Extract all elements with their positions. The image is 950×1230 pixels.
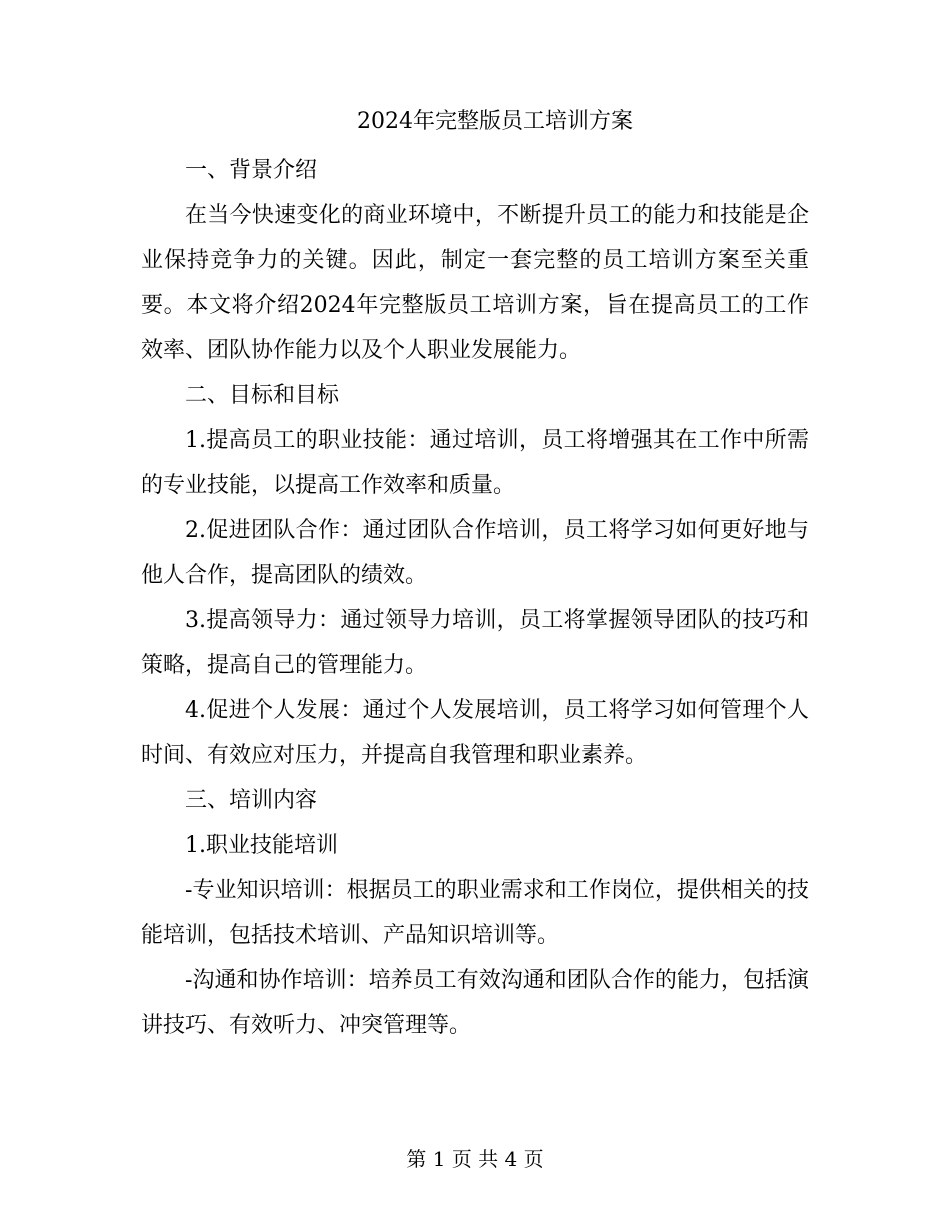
section-heading-goals: 二、目标和目标 [185, 383, 340, 408]
goal-item-3: 3.提高领导力：通过领导力培训，员工将掌握领导团队的技巧和策略，提高自己的管理能力。 [141, 608, 809, 678]
goal-item-2: 2.促进团队合作：通过团队合作培训，员工将学习如何更好地与他人合作，提高团队的绩效。 [141, 518, 809, 588]
content-item-communication: -沟通和协作培训：培养员工有效沟通和团队合作的能力，包括演讲技巧、有效听力、冲突管理等。 [141, 968, 809, 1038]
goal-item-4: 4.促进个人发展：通过个人发展培训，员工将学习如何管理个人时间、有效应对压力，并提高自我管理和职业素养。 [141, 698, 809, 768]
section-heading-background: 一、背景介绍 [185, 158, 318, 183]
page-footer: 第 1 页 共 4 页 [406, 1147, 544, 1171]
goal-item-1: 1.提高员工的职业技能：通过培训，员工将增强其在工作中所需的专业技能，以提高工作效率和质量。 [141, 428, 809, 498]
section-heading-content: 三、培训内容 [185, 788, 318, 813]
document-body [141, 148, 809, 1048]
paragraph-background: 在当今快速变化的商业环境中，不断提升员工的能力和技能是企业保持竞争力的关键。因此，制定一套完整的员工培训方案至关重要。本文将介绍2024年完整版员工培训方案，旨在提高员工的工作效率、团队协作能力以及个人职业发展能力。 [141, 203, 809, 363]
subsection-heading-skills: 1.职业技能培训 [185, 833, 338, 858]
document-title: 2024年完整版员工培训方案 [357, 109, 633, 134]
content-item-knowledge: -专业知识培训：根据员工的职业需求和工作岗位，提供相关的技能培训，包括技术培训、产品知识培训等。 [141, 878, 809, 948]
